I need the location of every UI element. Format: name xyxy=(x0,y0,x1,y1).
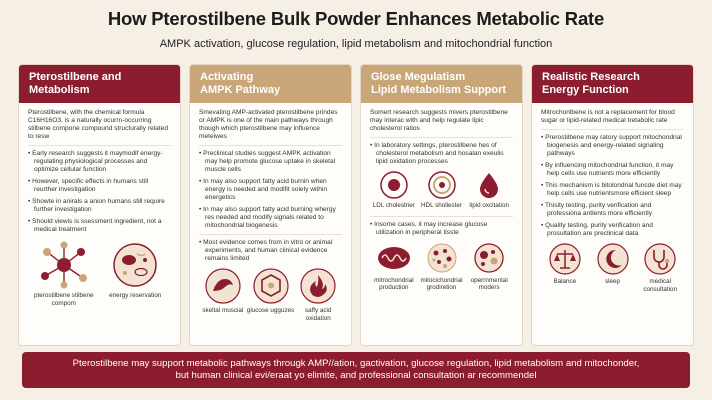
bullet: • By influencing mitochondrial function, it may help cells use nutrients more efficiently xyxy=(541,162,684,178)
ldl-particle-icon xyxy=(379,170,409,200)
particles-icon xyxy=(423,241,461,275)
icon-label: pterostilbene stilbene compom xyxy=(33,292,94,307)
icon-label: sleep xyxy=(604,278,621,285)
bullet: • Quality testing, purity verification and prosultation are preclinical data xyxy=(541,222,684,238)
card-header xyxy=(19,65,180,103)
sleep-icon-item xyxy=(589,242,637,286)
card-intro: Somert research suggests mivers pterostilbene may interac with and help regulate lipic cholesterol ratios xyxy=(370,109,508,132)
card-body xyxy=(361,103,522,292)
icon-label: medical consultation xyxy=(643,278,677,293)
petri-dish-icon xyxy=(470,241,508,275)
card-body xyxy=(532,103,693,293)
bullet: • Preclinical studies suggest AMPK activation may help promote glucose uptake in skeletal muscle cells xyxy=(199,150,342,174)
icon-row xyxy=(541,242,684,293)
card-body xyxy=(19,103,180,307)
bullet: • Most evidence comes from in vitro or animal experiments, and human clinical evidence remains limited xyxy=(199,239,342,263)
droplet-icon xyxy=(474,170,504,200)
mitochondria-icon xyxy=(375,241,413,275)
page-title: How Pterostilbene Bulk Powder Enhances Metabolic Rate xyxy=(107,8,605,29)
icon-label: HDL shollester xyxy=(420,202,463,209)
icon-label: mitocichondrial grodiretion xyxy=(420,276,463,291)
experimental-models-icon-item xyxy=(465,241,513,292)
stethoscope-icon xyxy=(643,242,677,276)
hdl-particle-icon xyxy=(427,170,457,200)
card-header xyxy=(532,65,693,103)
molecule-icon-item xyxy=(29,240,99,307)
cell-icon-item xyxy=(100,240,170,300)
hdl-icon-item xyxy=(418,170,466,210)
card-heading-line2: Metabolism xyxy=(29,84,90,96)
divider xyxy=(370,137,513,138)
muscle-icon-item xyxy=(199,267,247,315)
icon-label: operrnmental moders xyxy=(470,276,508,291)
footer-summary-banner xyxy=(22,352,690,388)
icon-label: saffy acid oxidation xyxy=(304,307,332,322)
cell-icon xyxy=(107,240,163,290)
card-header xyxy=(361,65,522,103)
icon-row xyxy=(28,240,171,307)
icon-label: glucose ugguzes xyxy=(246,307,295,314)
balance-scale-icon xyxy=(548,242,582,276)
card-heading-line2: AMPK Pathway xyxy=(200,84,281,96)
card-heading-line2: Energy Function xyxy=(542,84,629,96)
page-subtitle: AMPK activation, glucose regulation, lipid metabolism and mitochondrial function xyxy=(159,38,553,50)
card-intro: Pterostilbene, with the chemical formula C16H16O3, is a naturally ocurrn-occurring stilbene compone compound structurally related to resw xyxy=(28,109,169,140)
card-heading-line2: Lipid Metabolism Support xyxy=(371,84,507,96)
icon-label: mitrochondrial production xyxy=(374,276,414,291)
card-lipid-metabolism xyxy=(360,64,523,346)
icon-label: lipid oxcitation xyxy=(469,202,509,209)
bullet: • However, specific effects in humans still reurther investigation xyxy=(28,178,171,194)
moon-icon xyxy=(596,242,630,276)
bullet: • Early research suggests it maymodif energy-regulating physiological processes and optimize cellular function xyxy=(28,150,171,174)
card-header xyxy=(190,65,351,103)
cards-container xyxy=(18,64,694,346)
bullet: • In may also support fatty acid burnin when energy is needed and modifit solely within energetics xyxy=(199,178,342,202)
fatty-acid-flame-icon xyxy=(299,267,337,305)
card-heading-line1: Realistic Research xyxy=(542,71,640,83)
divider xyxy=(541,129,684,130)
mitochondrial-generation-icon-item xyxy=(418,241,466,292)
card-heading-line1: Activating xyxy=(200,71,254,83)
divider xyxy=(199,234,342,235)
card-intro: Mitrochonlbene is not a replacement for blood sugar or lipid-related medical tretabolic rate xyxy=(541,109,675,124)
icon-label: LDL cholestrier xyxy=(372,202,415,209)
molecule-icon xyxy=(35,240,93,290)
bullet: • Should viewis is ssessment ingredient, not a medical treatment xyxy=(28,218,171,234)
fatty-acid-icon-item xyxy=(294,267,342,322)
icon-label: skeltal muscial xyxy=(202,307,244,314)
card-ampk-pathway xyxy=(189,64,352,346)
bullet: • Prerostilbene may ratory support mitochondrial biogenesis and energy-related signaling pathways xyxy=(541,134,684,158)
bullet: • This mechanism is bitolondrial funcde diet may help cells use nutrientsmore efficient sleep xyxy=(541,182,684,198)
bullet: • Thisity testing, purity verification and professiona antlents more efficiently xyxy=(541,202,684,218)
card-heading-line1: Glose Megulatism xyxy=(371,71,466,83)
card-heading-line1: Pterostilbene and xyxy=(29,71,122,83)
glucose-icon xyxy=(252,267,290,305)
bullet: • Showte in anirals a anion humans still require further investigation xyxy=(28,198,171,214)
muscle-icon xyxy=(204,267,242,305)
glucose-icon-item xyxy=(247,267,295,315)
icon-label: energy reservation xyxy=(109,292,162,299)
consultation-icon-item xyxy=(636,242,684,293)
footer-line2: but human clinical evi/eraat yo elimite, and professional consultation ar recommendel xyxy=(175,370,537,381)
mitochondria-icon-item xyxy=(370,241,418,292)
divider xyxy=(199,145,342,146)
icon-row xyxy=(370,241,513,292)
icon-row xyxy=(199,267,342,322)
card-intro: Smevating AMP-activated pterostilbene prindes or AMPK is one of the main pathways through though which pterostilbene may influence meteiwes xyxy=(199,109,338,140)
lipid-oxidation-icon-item xyxy=(465,170,513,210)
card-body xyxy=(190,103,351,322)
divider xyxy=(28,145,171,146)
divider xyxy=(370,216,513,217)
icon-label: Balance xyxy=(553,278,577,285)
bullet: • Insome cases, it may increase glucose utilization in peripheral tisste xyxy=(370,221,513,237)
lipid-icon-row xyxy=(370,170,513,210)
card-pterostilbene-metabolism xyxy=(18,64,181,346)
bullet: • In laboratory settings, pterostilbene hes of cholesterol metabolism and hosalan exeulis lipid oxidation processes xyxy=(370,142,513,166)
ldl-icon-item xyxy=(370,170,418,210)
bullet: • In may also support fatty acid burning whergy res needed and modify signals related to mitochondrial biogenesis xyxy=(199,206,342,230)
card-realistic-research xyxy=(531,64,694,346)
footer-line1: Pterostilbene may support metabolic pathways througk AMP//ation, gactivation, glucose regulation, lipid metabolism and mitochonder, xyxy=(72,358,640,369)
balance-icon-item xyxy=(541,242,589,286)
